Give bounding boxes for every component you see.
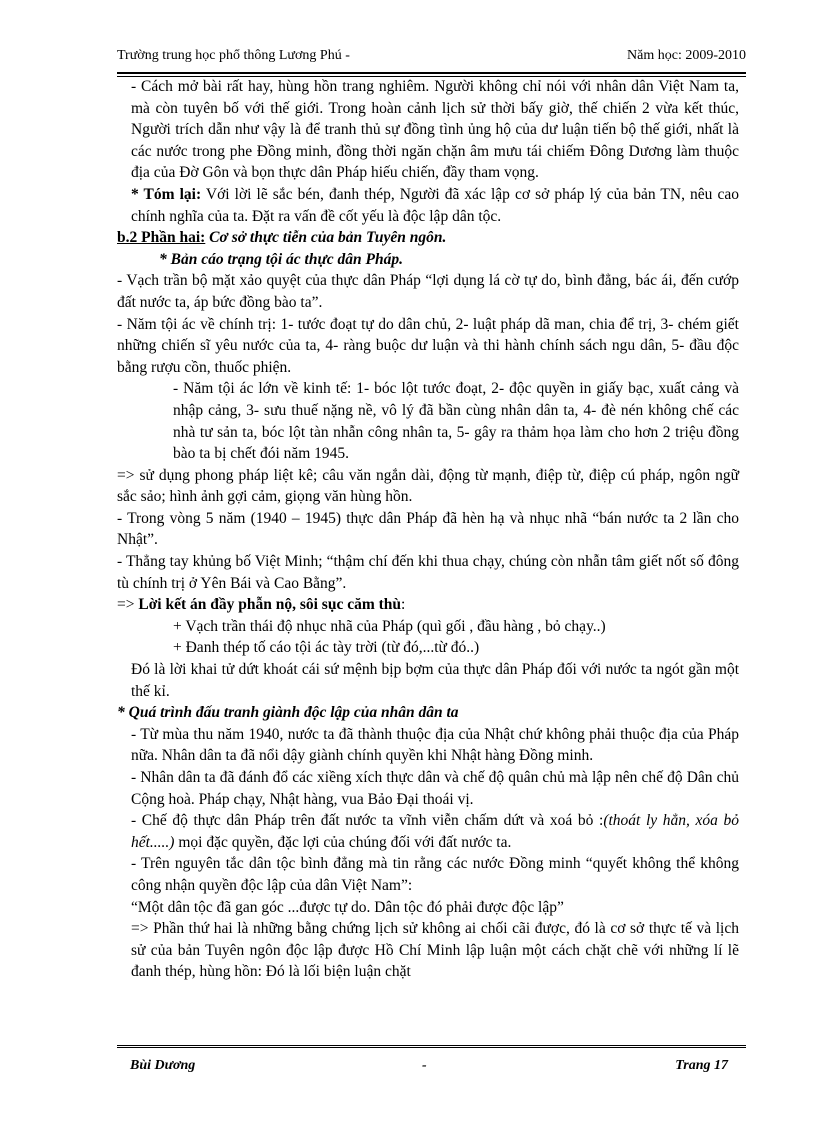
verdict-arrow: => [117,596,139,614]
part-two-title: Cơ sở thực tiễn của bản Tuyên ngôn. [205,229,447,247]
part-two-label: b.2 Phần hai: [117,229,206,247]
verdict-bold: Lời kết án đầy phẫn nộ, sôi sục căm thù [138,596,402,614]
paragraph-death-sentence: Đó là lời khai tử dứt khoát cái sứ mệnh bịp bợm của thực dân Pháp đối với nước ta ngót gần một thế kỉ. [131,661,739,700]
footer-dash: - [422,1058,427,1073]
page-header [117,48,746,70]
list-item-denounce: + Đanh thép tố cáo tội ác tày trời (từ đó,...từ đó..) [173,639,480,657]
paragraph-autumn-1940: - Từ mùa thu năm 1940, nước ta đã thành thuộc địa của Nhật chứ không phải thuộc địa của Pháp nữa. Nhân dân ta đã nổi dậy giành chính quyền khi Nhật hàng Đồng minh. [131,725,739,765]
paragraph-terror: - Thẳng tay khủng bố Việt Minh; “thậm chí đến khi thua chạy, chúng còn nhẫn tâm giết nốt số đông tù chính trị ở Yên Bái và Cao Bằng”. [117,553,739,592]
paragraph-abolish [117,810,739,853]
list-item-expose-attitude: + Vạch trần thái độ nhục nhã của Pháp (quì gối , đầu hàng , bỏ chạy..) [173,617,606,635]
paragraph-political-crimes: - Năm tội ác về chính trị: 1- tước đoạt tự do dân chủ, 2- luật pháp dã man, chia để trị, 3- chém giết những chiến sĩ yêu nước của ta, 4- ràng buộc dư luận và thi hành chính sách ngu dân, 5- đầu độc bằng rượu cồn, thuốc phiện. [117,315,739,376]
paragraph-summary [117,184,739,227]
summary-text: Với lời lẽ sắc bén, đanh thép, Người đã xác lập cơ sở pháp lý của bản TN, nêu cao chính nghĩa của ta. Đặt ra vấn đề cốt yếu là độc lập dân tộc. [131,185,739,225]
school-name: Trường trung học phổ thông Lương Phú - [117,48,350,63]
paragraph-economic-crimes: - Năm tội ác lớn về kinh tế: 1- bóc lột tước đoạt, 2- độc quyền in giấy bạc, xuất cảng và nhập cảng, 3- sưu thuế nặng nề, vô lý đã bần cùng nhân dân ta, 4- đè nén không chế các nhà tư sản ta, bóc lột tàn nhẫn công nhân ta, 5- gây ra thảm họa làm cho hơn 2 triệu đồng bào ta bị chết đói năm 1945. [173,380,739,463]
abolish-text-a: - Chế độ thực dân Pháp trên đất nước ta vĩnh viễn chấm dứt và xoá bỏ : [131,812,604,830]
school-year: Năm học: 2009-2010 [627,48,746,63]
heading-indictment: * Bản cáo trạng tội ác thực dân Pháp. [159,250,403,268]
document-body [117,76,739,983]
author-name: Bùi Dương [130,1058,196,1073]
abolish-italic: (thoát ly hẳn, xóa bỏ hết.....) [131,812,740,851]
paragraph-conclusion: => Phần thứ hai là những bằng chứng lịch sử không ai chối cãi được, đó là cơ sở thực tế và lịch sử của bản Tuyên ngôn độc lập được Hồ Chí Minh lập luận một cách chặt chẽ với những lí lẽ đanh thép, hùng hồn: Đó là lối biện luận chặt [131,920,739,981]
footer-rule [117,1045,746,1048]
heading-part-two [117,227,739,249]
paragraph-five-years: - Trong vòng 5 năm (1940 – 1945) thực dân Pháp đã hèn hạ và nhục nhã “bán nước ta 2 lần cho Nhật”. [117,509,739,549]
paragraph-equality-principle: - Trên nguyên tắc dân tộc bình đẳng mà tin rằng các nước Đồng minh “quyết không thể không công nhận quyền độc lập của dân Việt Nam”: [131,855,739,894]
heading-struggle: * Quá trình đấu tranh giành độc lập của nhân dân ta [117,704,459,722]
abolish-text-b: mọi đặc quyền, đặc lợi của chúng đối với đất nước ta. [174,833,512,851]
paragraph-techniques: => sử dụng phong pháp liệt kê; câu văn ngắn dài, động từ mạnh, điệp từ, điệp cú pháp, ngôn ngữ sắc sảo; hình ảnh gợi cảm, giọng văn hùng hồn. [117,466,739,506]
summary-label: * Tóm lại: [131,185,202,203]
page-number: Trang 17 [675,1058,728,1073]
paragraph-verdict [117,594,739,616]
quote-independence: “Một dân tộc đã gan góc ...được tự do. Dân tộc đó phải được độc lập” [131,898,564,916]
verdict-colon: : [401,596,406,614]
paragraph-opening-analysis: - Cách mở bài rất hay, hùng hồn trang nghiêm. Người không chỉ nói với nhân dân Việt Nam ta, mà còn tuyên bố với thế giới. Trong hoàn cảnh lịch sử thời bấy giờ, thế chiến 2 vừa kết thúc, Người trích dẫn như vậy là để tranh thủ sự đồng tình ủng hộ của dư luận tiến bộ thế giới, nhất là các nước trong phe Đồng minh, đồng thời ngăn chặn âm mưu tái chiếm Đông Dương làm thuộc địa của Đờ Gôn và bọn thực dân Pháp hiếu chiến, đầy tham vọng. [131,78,739,182]
paragraph-overthrow: - Nhân dân ta đã đánh đổ các xiềng xích thực dân và chế độ quân chủ mà lập nên chế độ Dân chủ Cộng hoà. Pháp chạy, Nhật hàng, vua Bảo Đại thoái vị. [131,769,739,808]
paragraph-expose: - Vạch trần bộ mặt xảo quyệt của thực dân Pháp “lợi dụng lá cờ tự do, bình đẳng, bác ái, đến cướp đất nước ta, áp bức đồng bào ta”. [117,272,739,311]
